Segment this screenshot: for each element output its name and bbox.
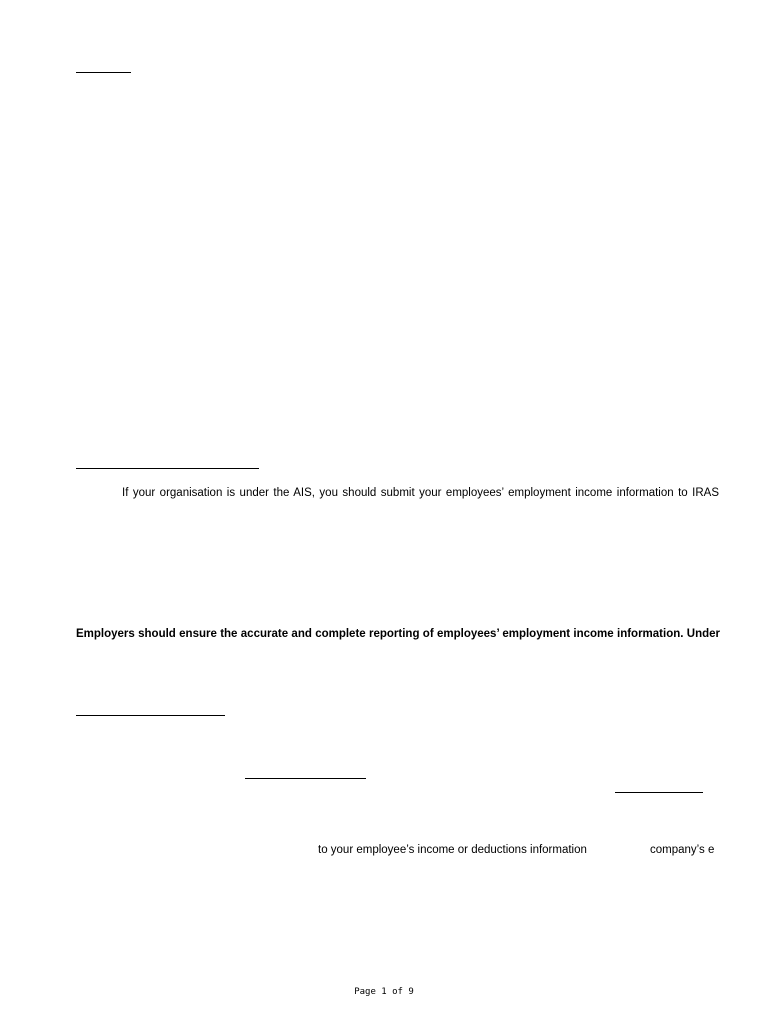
section-heading-underline-2 — [76, 715, 225, 716]
text-fragment-company: company’s e — [650, 844, 715, 856]
text-fragment-amendments: to your employee’s income or deductions information — [318, 844, 587, 856]
paragraph-ais-submit: If your organisation is under the AIS, you should submit your employees’ employment income information to IRAS — [122, 487, 719, 499]
section-heading-underline-1 — [76, 468, 259, 469]
page-number: Page 1 of 9 — [354, 987, 414, 997]
paragraph-employers-ensure: Employers should ensure the accurate and complete reporting of employees’ employment income information. Under — [76, 628, 720, 640]
inline-link-underline-1 — [245, 778, 366, 779]
heading-underline-top — [76, 72, 131, 73]
inline-link-underline-2 — [615, 792, 703, 793]
